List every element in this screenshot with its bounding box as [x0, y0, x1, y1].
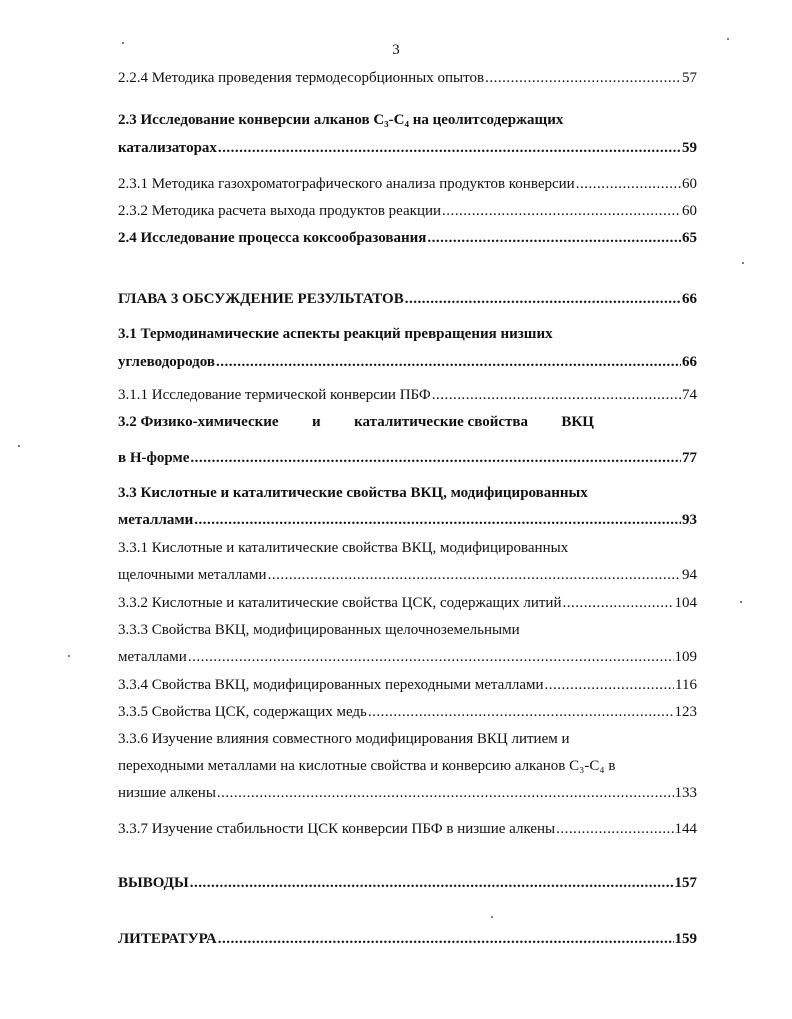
- toc-entry: [118, 820, 697, 838]
- toc-leader-dots: [216, 353, 681, 371]
- scan-speck: [491, 916, 493, 918]
- toc-leader-dots: [268, 566, 681, 584]
- toc-entry-title: углеводородов: [118, 354, 216, 370]
- toc-entry-page: 65: [682, 230, 697, 246]
- toc-entry-title: 3.3.4 Свойства ВКЦ, модифицированных переходными металлами: [118, 677, 544, 693]
- toc-entry-title-part: 3.2 Физико-химические: [118, 414, 279, 430]
- toc-entry: [118, 539, 697, 557]
- toc-leader-dots: [405, 290, 681, 308]
- toc-entry: [118, 325, 697, 343]
- toc-entry-page: 59: [682, 140, 697, 156]
- toc-entry-page: 93: [682, 512, 697, 528]
- toc-entry: [118, 511, 697, 529]
- toc-entry-page: 133: [674, 785, 697, 801]
- toc-entry: [118, 202, 697, 220]
- toc-entry: [118, 757, 697, 775]
- toc-entry: [118, 730, 697, 748]
- toc-entry: [118, 484, 697, 502]
- toc-entry-title: металлами: [118, 512, 194, 528]
- toc-leader-dots: [190, 449, 681, 467]
- toc-entry: [118, 566, 697, 584]
- toc-entry: [118, 111, 697, 129]
- toc-entry-title: 3.3.5 Свойства ЦСК, содержащих медь: [118, 704, 367, 720]
- toc-entry-title: 3.3.2 Кислотные и каталитические свойства ЦСК, содержащих литий: [118, 595, 562, 611]
- toc-entry-page: 157: [674, 875, 697, 891]
- toc-entry: [118, 784, 697, 802]
- scan-speck: [122, 42, 124, 44]
- toc-entry-title: ЛИТЕРАТУРА: [118, 931, 217, 947]
- toc-entry-title: 2.3 Исследование конверсии алканов C₃-C₄ на цеолитсодержащих: [118, 112, 564, 128]
- toc-entry-title: 3.1 Термодинамические аспекты реакций превращения низших: [118, 326, 553, 342]
- toc-leader-dots: [218, 930, 674, 948]
- toc-entry: [118, 229, 697, 247]
- toc-entry-title: щелочными металлами: [118, 567, 267, 583]
- toc-entry-title: 3.3.6 Изучение влияния совместного модифицирования ВКЦ литием и: [118, 731, 570, 747]
- scan-speck: [68, 655, 70, 657]
- toc-leader-dots: [190, 874, 674, 892]
- toc-entry: [118, 594, 697, 612]
- toc-entry-title: 3.1.1 Исследование термической конверсии ПБФ: [118, 387, 431, 403]
- toc-leader-dots: [218, 139, 681, 157]
- toc-entry: [118, 703, 697, 721]
- toc-entry-title: 2.4 Исследование процесса коксообразования: [118, 230, 427, 246]
- toc-leader-dots: [576, 175, 681, 193]
- toc-entry-title: 2.2.4 Методика проведения термодесорбционных опытов: [118, 70, 485, 86]
- toc-entry: [118, 449, 697, 467]
- toc-entry-page: 109: [674, 649, 697, 665]
- toc-entry-page: 116: [675, 677, 697, 693]
- toc-entry-page: 123: [674, 704, 697, 720]
- toc-leader-dots: [562, 594, 673, 612]
- toc-leader-dots: [432, 386, 681, 404]
- toc-entry-title-part: ВКЦ: [561, 414, 594, 430]
- toc-entry: [118, 386, 697, 404]
- toc-leader-dots: [556, 820, 673, 838]
- toc-entry: [118, 621, 697, 639]
- scan-speck: [18, 445, 20, 447]
- toc-entry-page: 66: [682, 354, 697, 370]
- toc-leader-dots: [368, 703, 674, 721]
- toc-entry: [118, 648, 697, 666]
- toc-entry: [118, 290, 697, 308]
- toc-entry-title: низшие алкены: [118, 785, 216, 801]
- toc-leader-dots: [217, 784, 674, 802]
- toc-leader-dots: [545, 676, 675, 694]
- toc-entry-title: 3.3.1 Кислотные и каталитические свойства ВКЦ, модифицированных: [118, 540, 569, 556]
- toc-entry-page: 66: [682, 291, 697, 307]
- toc-entry-page: 77: [682, 450, 697, 466]
- toc-entry-title: в Н-форме: [118, 450, 190, 466]
- toc-leader-dots: [442, 202, 681, 220]
- toc-entry-title: 3.3 Кислотные и каталитические свойства ВКЦ, модифицированных: [118, 485, 588, 501]
- toc-entry-title: 2.3.1 Методика газохроматографического анализа продуктов конверсии: [118, 176, 575, 192]
- toc-entry-title-part: и: [312, 414, 321, 430]
- toc-entry-page: 94: [682, 567, 697, 583]
- toc-leader-dots: [427, 229, 681, 247]
- toc-entry: [118, 175, 697, 193]
- toc-entry: [118, 930, 697, 948]
- toc-entry-page: 60: [682, 176, 697, 192]
- scan-speck: [740, 601, 742, 603]
- page-number: 3: [392, 42, 400, 58]
- toc-entry-title-part: каталитические свойства: [354, 414, 528, 430]
- toc-entry-page: 74: [682, 387, 697, 403]
- scan-speck: [727, 38, 729, 40]
- toc-entry-title: 3.3.7 Изучение стабильности ЦСК конверсии ПБФ в низшие алкены: [118, 821, 556, 837]
- toc-entry-title: 2.3.2 Методика расчета выхода продуктов реакции: [118, 203, 442, 219]
- toc-leader-dots: [194, 511, 681, 529]
- toc-leader-dots: [188, 648, 674, 666]
- toc-leader-dots: [485, 69, 681, 87]
- toc-entry: [118, 676, 697, 694]
- toc-entry-page: 57: [682, 70, 697, 86]
- toc-entry-title: металлами: [118, 649, 187, 665]
- toc-entry-page: 60: [682, 203, 697, 219]
- toc-entry: [118, 874, 697, 892]
- toc-entry-page: 144: [674, 821, 697, 837]
- toc-entry: [118, 353, 697, 371]
- toc-entry: [118, 69, 697, 87]
- toc-entry-title: ВЫВОДЫ: [118, 875, 189, 891]
- toc-entry-title: ГЛАВА 3 ОБСУЖДЕНИЕ РЕЗУЛЬТАТОВ: [118, 291, 404, 307]
- toc-entry-title: катализаторах: [118, 140, 217, 156]
- toc-entry-page: 159: [674, 931, 697, 947]
- toc-entry-title: 3.3.3 Свойства ВКЦ, модифицированных щелочноземельными: [118, 622, 520, 638]
- toc-entry-page: 104: [674, 595, 697, 611]
- toc-entry: [118, 139, 697, 157]
- scan-speck: [742, 262, 744, 264]
- toc-entry-title: переходными металлами на кислотные свойства и конверсию алканов C₃-C₄ в: [118, 758, 616, 774]
- toc-entry: [118, 413, 594, 431]
